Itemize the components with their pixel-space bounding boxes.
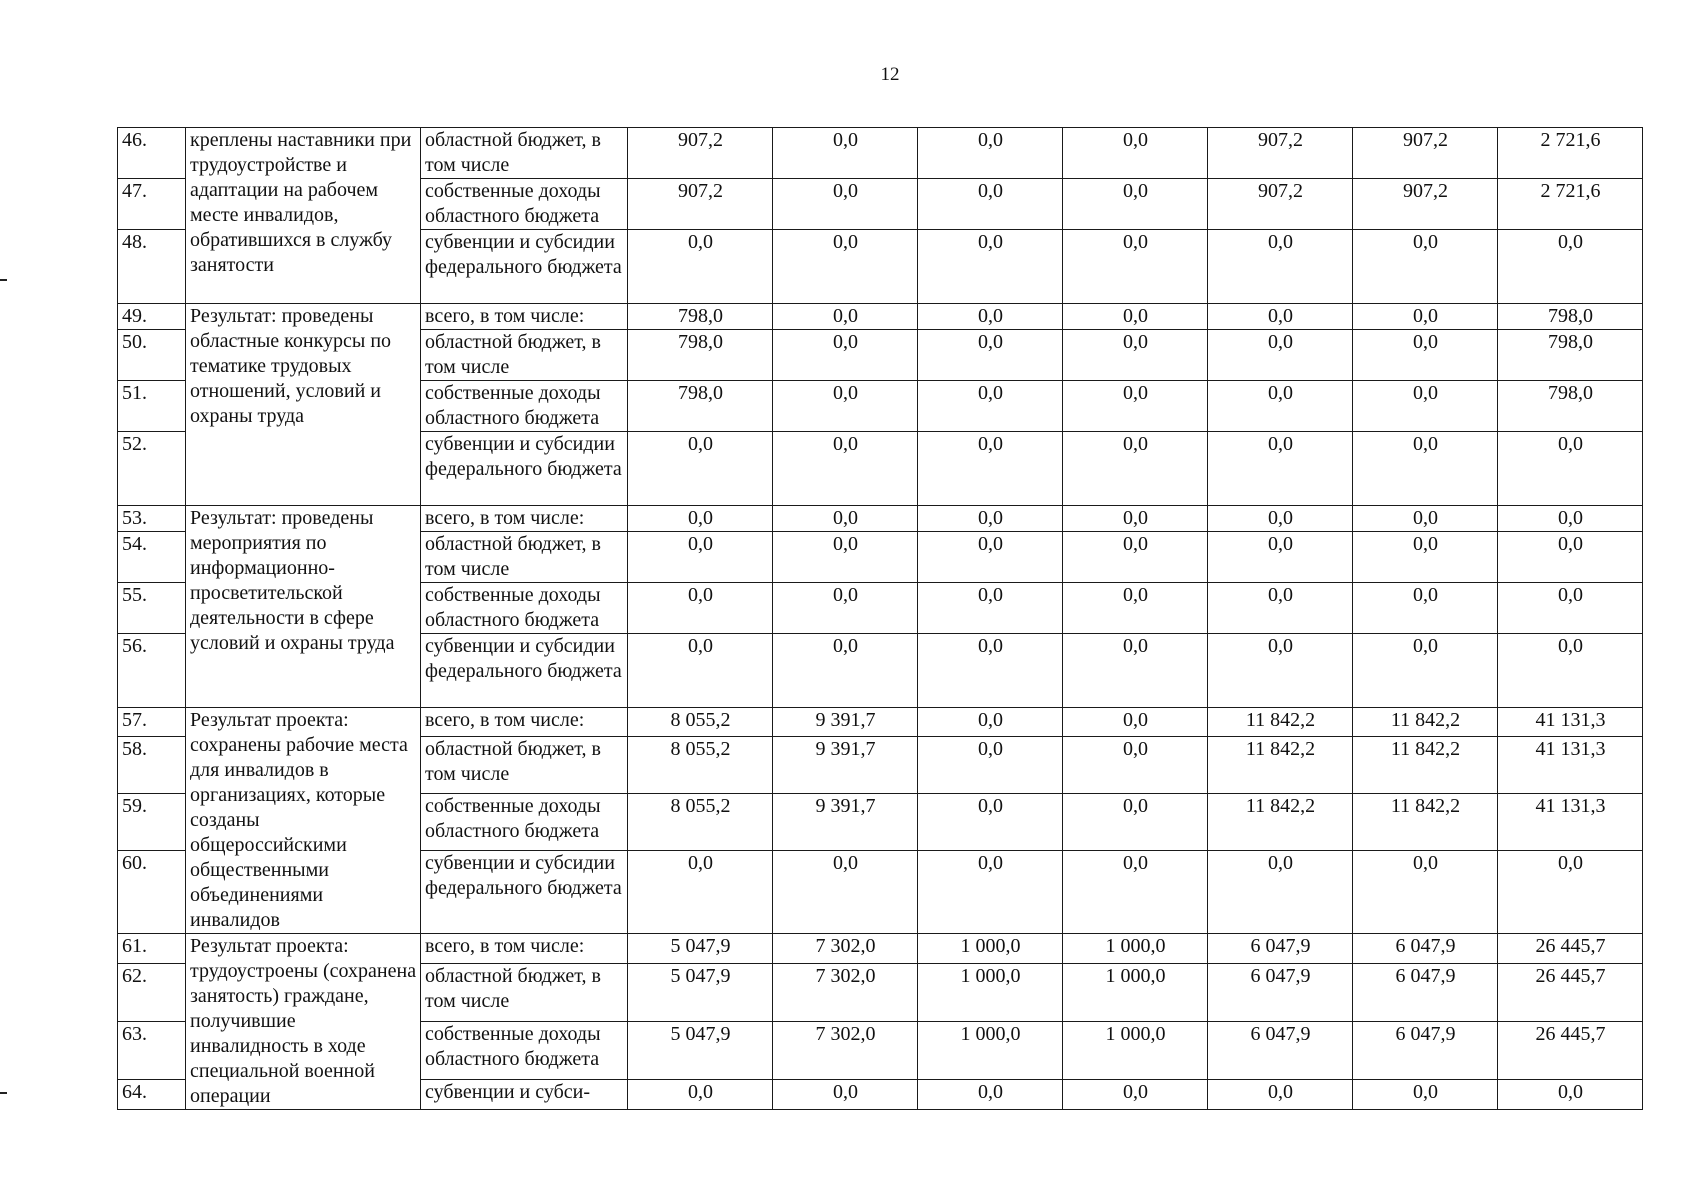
- total-value: 0,0: [1498, 230, 1643, 304]
- year-value: 0,0: [1063, 708, 1208, 737]
- year-value: 0,0: [1208, 1080, 1353, 1110]
- year-value: 0,0: [918, 708, 1063, 737]
- year-value: 0,0: [1063, 128, 1208, 179]
- year-value: 9 391,7: [773, 708, 918, 737]
- year-value: 0,0: [773, 304, 918, 330]
- funding-source: всего, в том числе:: [421, 506, 628, 532]
- year-value: 907,2: [1208, 179, 1353, 230]
- total-value: 0,0: [1498, 532, 1643, 583]
- row-number: 59.: [118, 794, 186, 851]
- year-value: 0,0: [628, 532, 773, 583]
- year-value: 7 302,0: [773, 1021, 918, 1079]
- year-value: 0,0: [1353, 381, 1498, 432]
- year-value: 5 047,9: [628, 963, 773, 1021]
- row-number: 48.: [118, 230, 186, 304]
- year-value: 7 302,0: [773, 934, 918, 964]
- total-value: 26 445,7: [1498, 934, 1643, 964]
- year-value: 0,0: [1063, 737, 1208, 794]
- budget-table: [117, 127, 1643, 1110]
- total-value: 0,0: [1498, 634, 1643, 708]
- table-row: [118, 934, 1643, 964]
- year-value: 6 047,9: [1353, 934, 1498, 964]
- funding-source: собственные доходы областного бюджета: [421, 794, 628, 851]
- table-body: [118, 128, 1643, 1110]
- total-value: 798,0: [1498, 304, 1643, 330]
- year-value: 0,0: [773, 583, 918, 634]
- row-number: 51.: [118, 381, 186, 432]
- year-value: 0,0: [628, 1080, 773, 1110]
- funding-source: областной бюджет, в том числе: [421, 532, 628, 583]
- year-value: 0,0: [1353, 432, 1498, 506]
- funding-source: всего, в том числе:: [421, 304, 628, 330]
- year-value: 0,0: [1063, 532, 1208, 583]
- year-value: 0,0: [628, 230, 773, 304]
- year-value: 0,0: [918, 737, 1063, 794]
- year-value: 0,0: [1063, 1080, 1208, 1110]
- year-value: 0,0: [628, 583, 773, 634]
- table-row: [118, 304, 1643, 330]
- year-value: 907,2: [628, 128, 773, 179]
- year-value: 0,0: [918, 179, 1063, 230]
- row-number: 50.: [118, 330, 186, 381]
- year-value: 0,0: [628, 432, 773, 506]
- table-row: [118, 506, 1643, 532]
- total-value: 2 721,6: [1498, 179, 1643, 230]
- funding-source: всего, в том числе:: [421, 708, 628, 737]
- year-value: 0,0: [1063, 432, 1208, 506]
- year-value: 0,0: [1353, 583, 1498, 634]
- year-value: 0,0: [773, 179, 918, 230]
- year-value: 11 842,2: [1208, 708, 1353, 737]
- year-value: 0,0: [1353, 230, 1498, 304]
- result-description: креплены наставники при трудоустройстве и адаптации на рабочем месте инвалидов, обратившихся в службу занятости: [186, 128, 421, 304]
- total-value: 0,0: [1498, 506, 1643, 532]
- year-value: 0,0: [628, 506, 773, 532]
- year-value: 0,0: [1063, 583, 1208, 634]
- year-value: 0,0: [773, 230, 918, 304]
- row-number: 64.: [118, 1080, 186, 1110]
- year-value: 907,2: [628, 179, 773, 230]
- year-value: 0,0: [918, 304, 1063, 330]
- margin-mark: [0, 279, 7, 281]
- total-value: 26 445,7: [1498, 963, 1643, 1021]
- year-value: 907,2: [1353, 128, 1498, 179]
- total-value: 41 131,3: [1498, 708, 1643, 737]
- page-number: 12: [880, 64, 900, 85]
- funding-source: областной бюджет, в том числе: [421, 963, 628, 1021]
- year-value: 0,0: [773, 330, 918, 381]
- year-value: 1 000,0: [1063, 963, 1208, 1021]
- total-value: 0,0: [1498, 583, 1643, 634]
- year-value: 7 302,0: [773, 963, 918, 1021]
- year-value: 0,0: [918, 634, 1063, 708]
- year-value: 11 842,2: [1208, 737, 1353, 794]
- total-value: 0,0: [1498, 851, 1643, 934]
- year-value: 0,0: [1063, 794, 1208, 851]
- row-number: 57.: [118, 708, 186, 737]
- year-value: 0,0: [1353, 532, 1498, 583]
- year-value: 0,0: [1353, 506, 1498, 532]
- year-value: 0,0: [1353, 330, 1498, 381]
- row-number: 61.: [118, 934, 186, 964]
- year-value: 0,0: [1063, 506, 1208, 532]
- year-value: 11 842,2: [1353, 737, 1498, 794]
- row-number: 60.: [118, 851, 186, 934]
- year-value: 0,0: [1353, 634, 1498, 708]
- year-value: 0,0: [1208, 532, 1353, 583]
- year-value: 0,0: [1353, 851, 1498, 934]
- year-value: 0,0: [773, 634, 918, 708]
- year-value: 0,0: [1208, 432, 1353, 506]
- year-value: 6 047,9: [1208, 1021, 1353, 1079]
- year-value: 5 047,9: [628, 934, 773, 964]
- year-value: 907,2: [1208, 128, 1353, 179]
- total-value: 798,0: [1498, 330, 1643, 381]
- year-value: 8 055,2: [628, 708, 773, 737]
- year-value: 0,0: [1353, 304, 1498, 330]
- year-value: 798,0: [628, 381, 773, 432]
- funding-source: субвенции и субсидии федерального бюджета: [421, 851, 628, 934]
- funding-source: субвенции и субсидии федерального бюджета: [421, 432, 628, 506]
- row-number: 46.: [118, 128, 186, 179]
- year-value: 0,0: [1063, 230, 1208, 304]
- funding-source: субвенции и субсидии федерального бюджета: [421, 634, 628, 708]
- year-value: 798,0: [628, 304, 773, 330]
- row-number: 56.: [118, 634, 186, 708]
- result-description: Результат проекта: сохранены рабочие места для инвалидов в организациях, которые созданы общероссийскими общественными объединениями инвалидов: [186, 708, 421, 934]
- row-number: 53.: [118, 506, 186, 532]
- year-value: 0,0: [773, 381, 918, 432]
- year-value: 0,0: [918, 381, 1063, 432]
- year-value: 0,0: [1208, 506, 1353, 532]
- year-value: 0,0: [1208, 230, 1353, 304]
- year-value: 0,0: [628, 851, 773, 934]
- funding-source: субвенции и субси-: [421, 1080, 628, 1110]
- total-value: 2 721,6: [1498, 128, 1643, 179]
- year-value: 798,0: [628, 330, 773, 381]
- year-value: 6 047,9: [1353, 1021, 1498, 1079]
- funding-source: собственные доходы областного бюджета: [421, 179, 628, 230]
- year-value: 0,0: [918, 432, 1063, 506]
- year-value: 0,0: [1353, 1080, 1498, 1110]
- year-value: 0,0: [773, 532, 918, 583]
- year-value: 0,0: [918, 230, 1063, 304]
- funding-source: всего, в том числе:: [421, 934, 628, 964]
- total-value: 798,0: [1498, 381, 1643, 432]
- year-value: 6 047,9: [1208, 934, 1353, 964]
- total-value: 0,0: [1498, 432, 1643, 506]
- result-description: Результат: проведены областные конкурсы по тематике трудовых отношений, условий и охраны труда: [186, 304, 421, 506]
- row-number: 52.: [118, 432, 186, 506]
- year-value: 8 055,2: [628, 737, 773, 794]
- year-value: 0,0: [1208, 304, 1353, 330]
- funding-source: областной бюджет, в том числе: [421, 330, 628, 381]
- row-number: 55.: [118, 583, 186, 634]
- funding-source: областной бюджет, в том числе: [421, 128, 628, 179]
- year-value: 0,0: [918, 532, 1063, 583]
- year-value: 9 391,7: [773, 794, 918, 851]
- year-value: 1 000,0: [1063, 1021, 1208, 1079]
- year-value: 1 000,0: [918, 1021, 1063, 1079]
- year-value: 0,0: [918, 128, 1063, 179]
- year-value: 0,0: [773, 506, 918, 532]
- year-value: 1 000,0: [918, 934, 1063, 964]
- row-number: 62.: [118, 963, 186, 1021]
- year-value: 0,0: [1063, 330, 1208, 381]
- year-value: 0,0: [628, 634, 773, 708]
- year-value: 0,0: [1208, 634, 1353, 708]
- year-value: 0,0: [1063, 634, 1208, 708]
- year-value: 6 047,9: [1208, 963, 1353, 1021]
- year-value: 0,0: [773, 1080, 918, 1110]
- year-value: 0,0: [918, 1080, 1063, 1110]
- year-value: 0,0: [773, 851, 918, 934]
- year-value: 0,0: [918, 794, 1063, 851]
- total-value: 0,0: [1498, 1080, 1643, 1110]
- row-number: 63.: [118, 1021, 186, 1079]
- year-value: 0,0: [773, 432, 918, 506]
- total-value: 41 131,3: [1498, 737, 1643, 794]
- table-row: [118, 128, 1643, 179]
- year-value: 907,2: [1353, 179, 1498, 230]
- funding-source: областной бюджет, в том числе: [421, 737, 628, 794]
- year-value: 0,0: [1063, 851, 1208, 934]
- year-value: 0,0: [918, 583, 1063, 634]
- year-value: 0,0: [1063, 304, 1208, 330]
- year-value: 0,0: [773, 128, 918, 179]
- funding-source: собственные доходы областного бюджета: [421, 583, 628, 634]
- funding-source: собственные доходы областного бюджета: [421, 1021, 628, 1079]
- year-value: 0,0: [918, 330, 1063, 381]
- row-number: 54.: [118, 532, 186, 583]
- funding-source: собственные доходы областного бюджета: [421, 381, 628, 432]
- year-value: 9 391,7: [773, 737, 918, 794]
- year-value: 0,0: [918, 506, 1063, 532]
- result-description: Результат проекта: трудоустроены (сохранена занятость) граждане, получившие инвалидность в ходе специальной военной операции: [186, 934, 421, 1110]
- row-number: 47.: [118, 179, 186, 230]
- year-value: 0,0: [1208, 381, 1353, 432]
- total-value: 26 445,7: [1498, 1021, 1643, 1079]
- year-value: 6 047,9: [1353, 963, 1498, 1021]
- result-description: Результат: проведены мероприятия по информационно-просветительской деятельности в сфере условий и охраны труда: [186, 506, 421, 708]
- year-value: 0,0: [1208, 851, 1353, 934]
- year-value: 0,0: [1063, 381, 1208, 432]
- funding-source: субвенции и субсидии федерального бюджета: [421, 230, 628, 304]
- year-value: 0,0: [918, 851, 1063, 934]
- year-value: 5 047,9: [628, 1021, 773, 1079]
- year-value: 8 055,2: [628, 794, 773, 851]
- year-value: 11 842,2: [1208, 794, 1353, 851]
- year-value: 0,0: [1208, 583, 1353, 634]
- year-value: 11 842,2: [1353, 794, 1498, 851]
- margin-mark: [0, 1092, 7, 1094]
- total-value: 41 131,3: [1498, 794, 1643, 851]
- table-row: [118, 708, 1643, 737]
- year-value: 0,0: [1208, 330, 1353, 381]
- year-value: 0,0: [1063, 179, 1208, 230]
- year-value: 1 000,0: [1063, 934, 1208, 964]
- row-number: 49.: [118, 304, 186, 330]
- row-number: 58.: [118, 737, 186, 794]
- year-value: 11 842,2: [1353, 708, 1498, 737]
- year-value: 1 000,0: [918, 963, 1063, 1021]
